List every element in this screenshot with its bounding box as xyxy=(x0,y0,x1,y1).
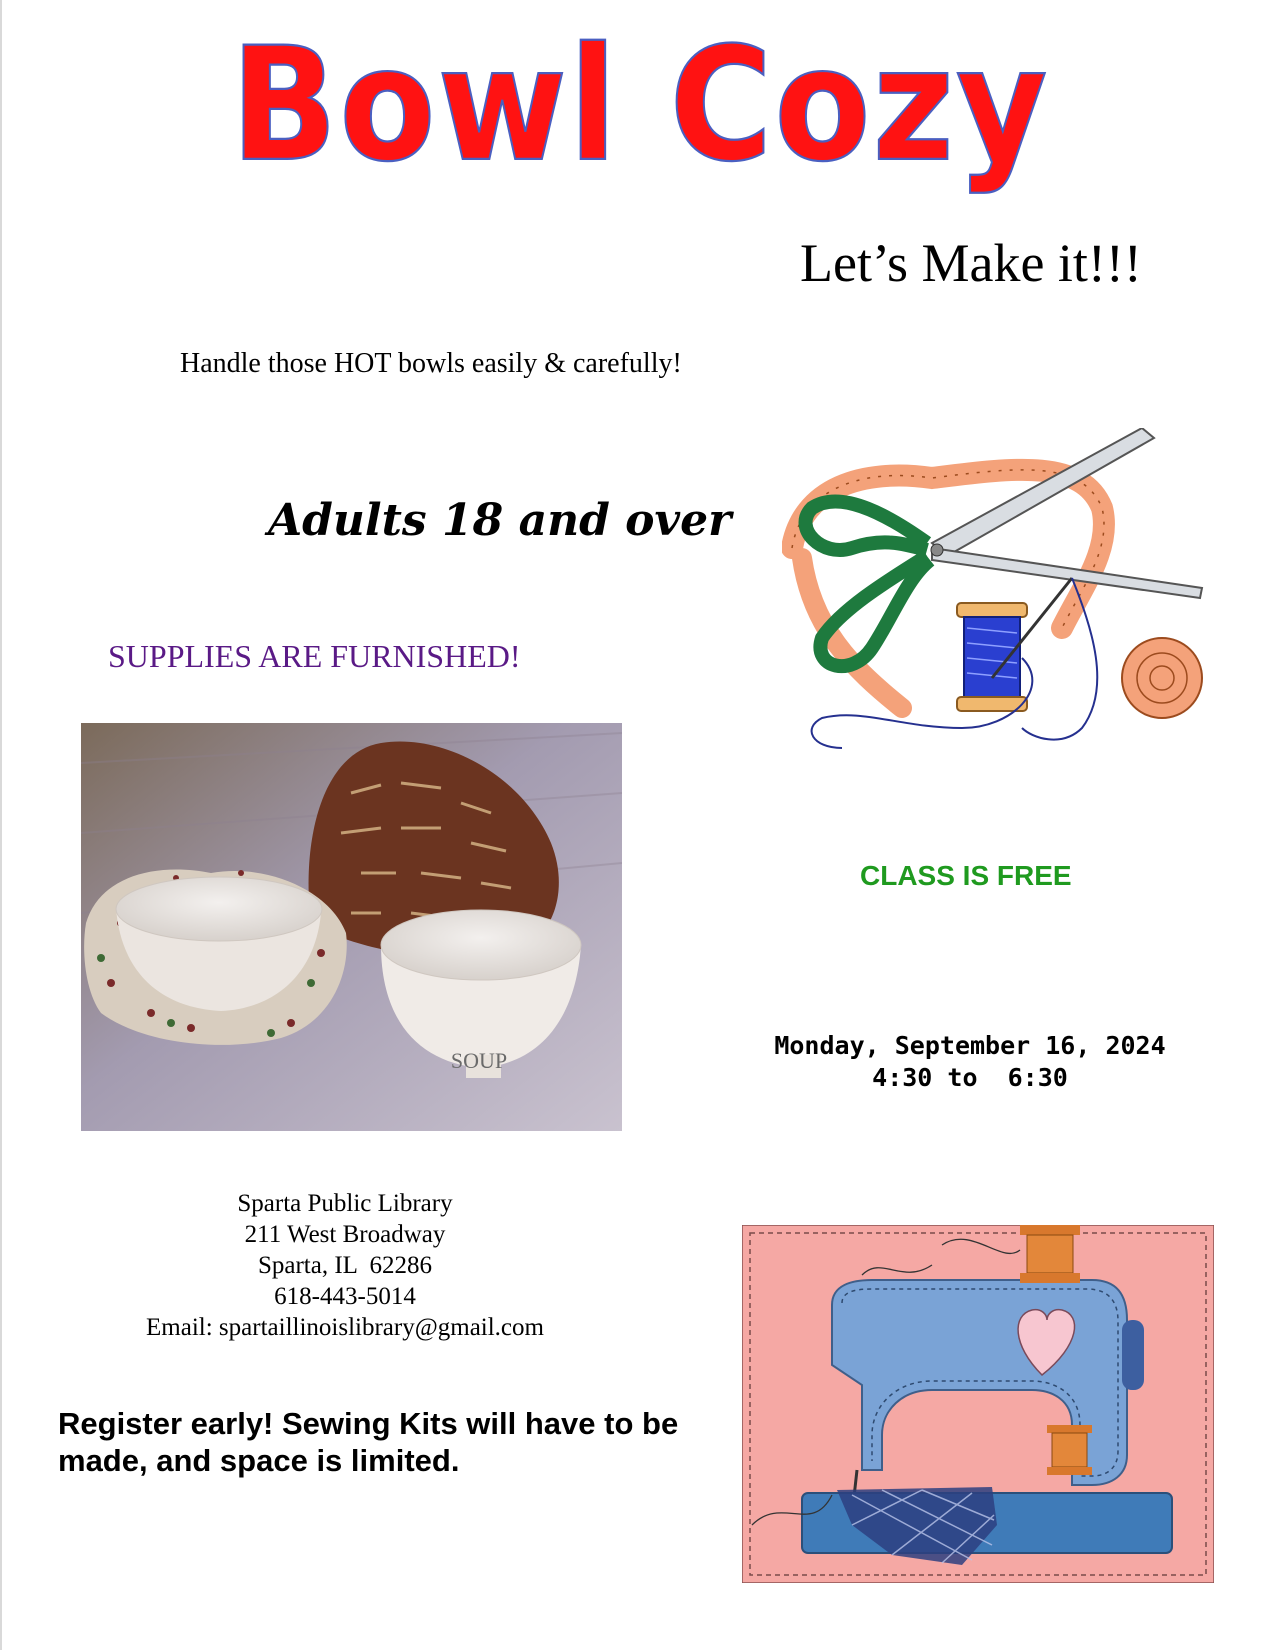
register-notice: Register early! Sewing Kits will have to be made, and space is limited. xyxy=(58,1406,679,1478)
class-free-text: CLASS IS FREE xyxy=(860,860,1072,891)
tagline: Handle those HOT bowls easily & carefully! xyxy=(180,348,682,379)
library-name: Sparta Public Library xyxy=(237,1190,453,1217)
sewing-tools-illustration xyxy=(782,428,1212,768)
flyer-title: Bowl Cozy xyxy=(230,14,1050,197)
library-city: Sparta, IL 62286 xyxy=(257,1252,433,1279)
event-date: Monday, September 16, 2024 xyxy=(774,1031,1166,1060)
page-edge xyxy=(0,0,2,1650)
flyer-subtitle: Let’s Make it!!! xyxy=(800,233,1142,293)
svg-text:SOUP: SOUP xyxy=(450,1048,508,1073)
audience-text: Adults 18 and over xyxy=(268,495,732,546)
sewing-machine-illustration xyxy=(742,1225,1214,1583)
library-email: Email: spartaillinoislibrary@gmail.com xyxy=(146,1314,544,1341)
event-datetime xyxy=(740,1030,1200,1094)
library-address xyxy=(100,1188,590,1343)
event-time: 4:30 to 6:30 xyxy=(872,1063,1068,1092)
library-phone: 618-443-5014 xyxy=(274,1283,416,1310)
supplies-text: SUPPLIES ARE FURNISHED! xyxy=(108,638,521,674)
bowl-cozy-photo xyxy=(81,723,622,1131)
library-street: 211 West Broadway xyxy=(244,1221,446,1248)
